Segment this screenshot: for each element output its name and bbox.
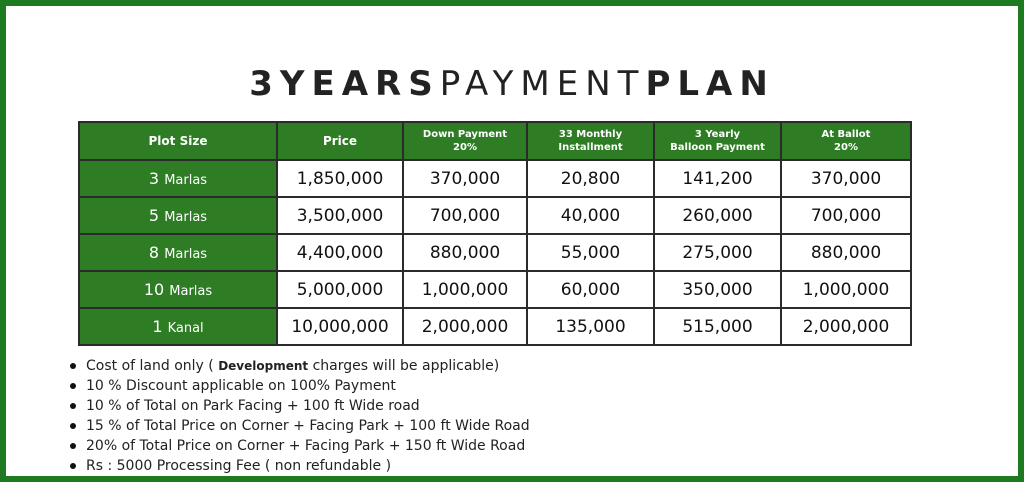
table-row — [79, 160, 911, 197]
table-row — [79, 234, 911, 271]
header-yearly-balloon: 3 Yearly Balloon Payment — [654, 122, 781, 160]
yearly-cell: 515,000 — [654, 308, 781, 345]
price-cell: 5,000,000 — [277, 271, 403, 308]
note-item — [70, 376, 530, 396]
bullet-icon — [70, 443, 76, 449]
monthly-cell: 55,000 — [527, 234, 654, 271]
price-cell: 10,000,000 — [277, 308, 403, 345]
title-part-1: 3YEARS — [249, 64, 440, 104]
notes-list — [70, 356, 530, 476]
ballot-cell: 700,000 — [781, 197, 911, 234]
note-item — [70, 416, 530, 436]
down-payment-cell: 700,000 — [403, 197, 527, 234]
ballot-cell: 880,000 — [781, 234, 911, 271]
down-payment-cell: 1,000,000 — [403, 271, 527, 308]
note-item — [70, 436, 530, 456]
note-text: Cost of land only ( Development charges will be applicable) — [86, 358, 500, 374]
price-cell: 1,850,000 — [277, 160, 403, 197]
price-cell: 4,400,000 — [277, 234, 403, 271]
header-down-payment: Down Payment 20% — [403, 122, 527, 160]
down-payment-cell: 2,000,000 — [403, 308, 527, 345]
payment-plan-table — [78, 121, 912, 346]
monthly-cell: 135,000 — [527, 308, 654, 345]
price-cell: 3,500,000 — [277, 197, 403, 234]
monthly-cell: 40,000 — [527, 197, 654, 234]
ballot-cell: 370,000 — [781, 160, 911, 197]
bullet-icon — [70, 363, 76, 369]
note-text: 10 % of Total on Park Facing + 100 ft Wide road — [86, 398, 420, 414]
note-item — [70, 456, 530, 476]
table-row — [79, 308, 911, 345]
note-text: 20% of Total Price on Corner + Facing Park + 150 ft Wide Road — [86, 438, 526, 454]
bullet-icon — [70, 383, 76, 389]
plot-size-cell: 3 Marlas — [79, 160, 277, 197]
yearly-cell: 141,200 — [654, 160, 781, 197]
bullet-icon — [70, 463, 76, 469]
plot-size-cell: 1 Kanal — [79, 308, 277, 345]
header-at-ballot: At Ballot 20% — [781, 122, 911, 160]
monthly-cell: 20,800 — [527, 160, 654, 197]
plot-size-cell: 8 Marlas — [79, 234, 277, 271]
bullet-icon — [70, 403, 76, 409]
bullet-icon — [70, 423, 76, 429]
note-item — [70, 356, 530, 376]
note-text: Rs : 5000 Processing Fee ( non refundable ) — [86, 458, 392, 474]
title-part-3: PLAN — [645, 64, 775, 104]
note-item — [70, 396, 530, 416]
down-payment-cell: 370,000 — [403, 160, 527, 197]
ballot-cell: 2,000,000 — [781, 308, 911, 345]
title-part-2: PAYMENT — [439, 64, 646, 104]
table-header-row — [79, 122, 911, 160]
down-payment-cell: 880,000 — [403, 234, 527, 271]
yearly-cell: 350,000 — [654, 271, 781, 308]
note-text: 15 % of Total Price on Corner + Facing Park + 100 ft Wide Road — [86, 418, 530, 434]
plot-size-cell: 5 Marlas — [79, 197, 277, 234]
monthly-cell: 60,000 — [527, 271, 654, 308]
yearly-cell: 260,000 — [654, 197, 781, 234]
header-price: Price — [277, 122, 403, 160]
header-monthly-installment: 33 Monthly Installment — [527, 122, 654, 160]
header-plot-size: Plot Size — [79, 122, 277, 160]
table-row — [79, 197, 911, 234]
ballot-cell: 1,000,000 — [781, 271, 911, 308]
table-row — [79, 271, 911, 308]
note-text: 10 % Discount applicable on 100% Payment — [86, 378, 396, 394]
plot-size-cell: 10 Marlas — [79, 271, 277, 308]
page-title — [6, 64, 1018, 104]
yearly-cell: 275,000 — [654, 234, 781, 271]
